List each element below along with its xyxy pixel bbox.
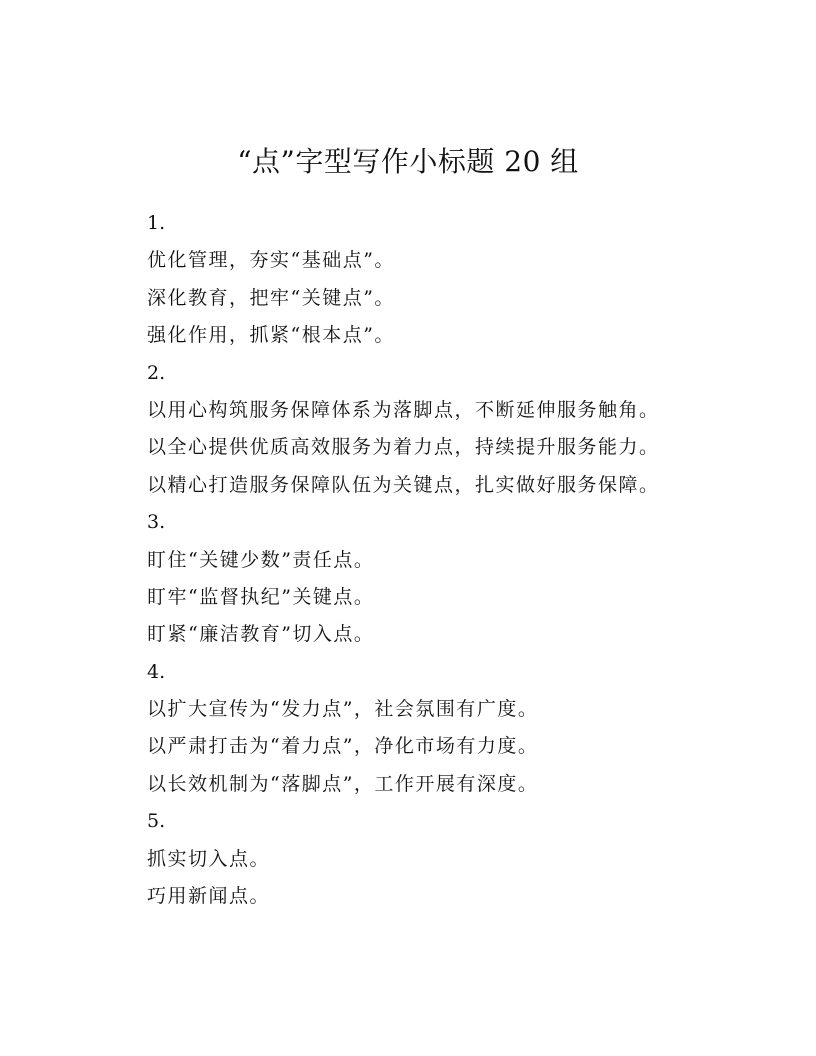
- body-line: 以严肃打击为“着力点”，净化市场有力度。: [147, 735, 539, 758]
- body-line: 盯牢“监督执纪”关键点。: [147, 585, 375, 608]
- section-number-3: 3.: [147, 511, 166, 534]
- body-line: 盯住“关键少数”责任点。: [147, 548, 375, 571]
- section-number-2: 2.: [147, 361, 166, 384]
- body-line: 强化作用，抓紧“根本点”。: [147, 324, 395, 347]
- section-number-4: 4.: [147, 660, 166, 683]
- body-line: 巧用新闻点。: [147, 885, 271, 908]
- body-line: 以全心提供优质高效服务为着力点，持续提升服务能力。: [147, 436, 660, 459]
- body-line: 以扩大宣传为“发力点”，社会氛围有广度。: [147, 698, 539, 721]
- body-line: 盯紧“廉洁教育”切入点。: [147, 623, 375, 646]
- document-body: [147, 205, 767, 915]
- body-line: 以精心打造服务保障队伍为关键点，扎实做好服务保障。: [147, 473, 660, 496]
- body-line: 以用心构筑服务保障体系为落脚点，不断延伸服务触角。: [147, 398, 660, 421]
- body-line: 优化管理，夯实“基础点”。: [147, 249, 395, 272]
- body-line: 深化教育，把牢“关键点”。: [147, 286, 395, 309]
- body-line: 以长效机制为“落脚点”，工作开展有深度。: [147, 772, 539, 795]
- section-number-5: 5.: [147, 810, 166, 833]
- section-number-1: 1.: [147, 212, 166, 234]
- document-title: “点”字型写作小标题 20 组: [237, 145, 579, 178]
- body-line: 抓实切入点。: [147, 847, 271, 870]
